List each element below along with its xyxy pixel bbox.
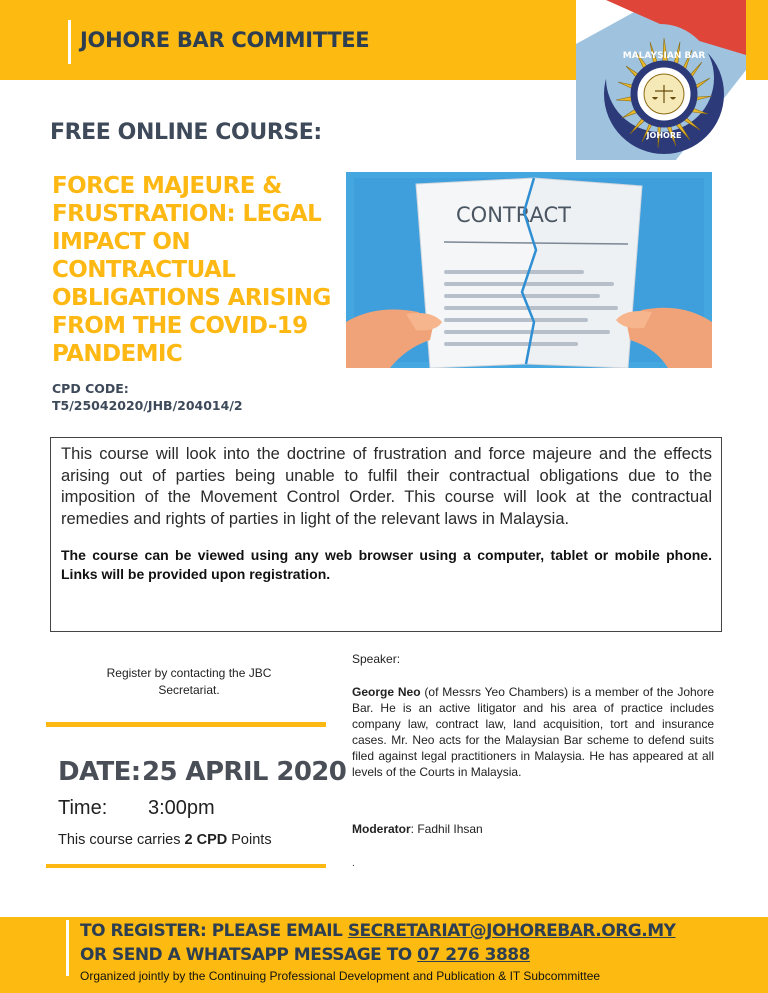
cpd-code-value: T5/25042020/JHB/204014/2 bbox=[52, 398, 243, 413]
torn-contract-illustration bbox=[346, 172, 712, 368]
footer-divider bbox=[66, 920, 69, 976]
register-email-line bbox=[80, 921, 675, 941]
logo-bottom-text: JOHORE bbox=[646, 131, 682, 140]
course-description: This course will look into the doctrine of frustration and force majeure and the effects arising out of parties being unable to fulfil their contractual obligations due to the imposition of the Movement Control Order. This course will look at the contractual remedies and rights of parties in light of the relevant laws in Malaysia. bbox=[61, 445, 712, 528]
register-phone-line bbox=[80, 945, 530, 965]
course-time: 3:00pm bbox=[148, 797, 215, 819]
organizer-credit: Organized jointly by the Continuing Professional Development and Publication & IT Subcommittee bbox=[80, 969, 601, 983]
date-label: DATE: bbox=[58, 757, 141, 787]
course-title: FORCE MAJEURE & FRUSTRATION: LEGAL IMPACT ON CONTRACTUAL OBLIGATIONS ARISING FROM THE COVID-19 PANDEMIC bbox=[52, 173, 331, 367]
cpd-points-suffix: Points bbox=[227, 832, 272, 848]
whatsapp-number-link[interactable]: 07 276 3888 bbox=[417, 945, 530, 965]
moderator-name: : Fadhil Ihsan bbox=[410, 822, 483, 836]
contract-heading: CONTRACT bbox=[456, 203, 571, 227]
secretariat-email-link[interactable]: SECRETARIAT@JOHOREBAR.ORG.MY bbox=[347, 921, 676, 941]
register-email-prefix: TO REGISTER: PLEASE EMAIL bbox=[80, 921, 348, 941]
yellow-divider bbox=[46, 864, 326, 868]
cpd-code-label: CPD CODE: bbox=[52, 381, 129, 396]
stray-mark: . bbox=[352, 858, 355, 869]
cpd-points-value: 2 CPD bbox=[184, 832, 228, 848]
speaker-bio bbox=[352, 684, 714, 780]
course-type-heading: FREE ONLINE COURSE: bbox=[50, 120, 322, 145]
moderator-line bbox=[352, 822, 483, 836]
cpd-points-prefix: This course carries bbox=[58, 832, 185, 848]
committee-title: JOHORE BAR COMMITTEE bbox=[80, 28, 370, 52]
yellow-divider bbox=[46, 722, 326, 727]
speaker-bio-text: (of Messrs Yeo Chambers) is a member of the Johore Bar. He is an active litigator and his area of practice includes company law, contract law, land acquisition, tort and insurance cases. Mr. Neo acts for the Malaysian Bar scheme to defend suits filed against legal practitioners in Malaysia. He has appeared at all levels of the Courts in Malaysia. bbox=[352, 685, 715, 779]
viewing-note: The course can be viewed using any web browser using a computer, tablet or mobile phone. Links will be provided upon registration. bbox=[61, 547, 712, 582]
course-description-box bbox=[50, 437, 722, 632]
register-note: Register by contacting the JBC Secretariat. bbox=[106, 666, 272, 697]
cpd-code-block bbox=[52, 380, 243, 414]
malaysian-bar-logo bbox=[576, 0, 746, 160]
register-phone-prefix: OR SEND A WHATSAPP MESSAGE TO bbox=[80, 945, 418, 965]
speaker-name: George Neo bbox=[352, 685, 421, 699]
logo-top-text: MALAYSIAN BAR bbox=[622, 51, 706, 61]
cpd-points-line bbox=[58, 832, 272, 848]
speaker-label: Speaker: bbox=[352, 652, 401, 666]
time-label: Time: bbox=[58, 797, 108, 819]
header-divider bbox=[68, 20, 71, 64]
course-date: 25 APRIL 2020 bbox=[142, 757, 347, 787]
moderator-label: Moderator bbox=[352, 822, 411, 836]
